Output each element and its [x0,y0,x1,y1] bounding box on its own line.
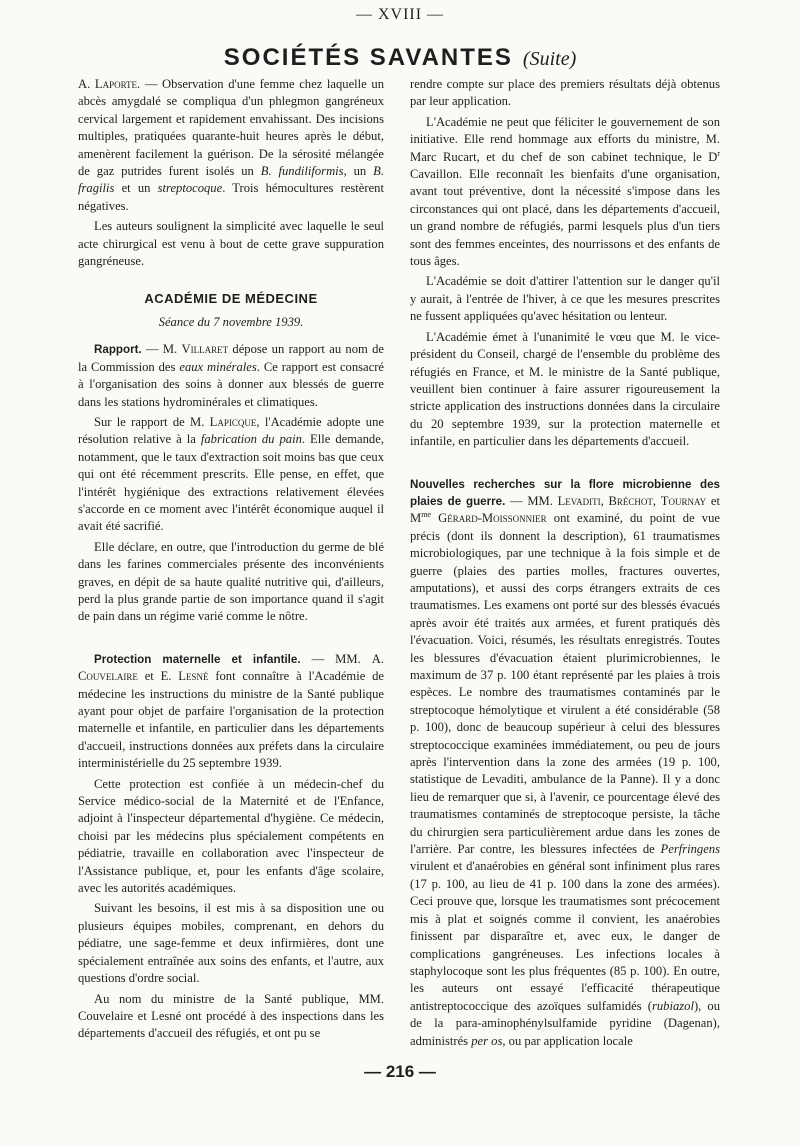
laporte-text: — Observation d'une femme chez laquelle un abcès amygdalé se compliqua d'un phlegmon gangréneux cervical largement et rapidement envahissant. Des incisions multiples, pratiquées quarante-huit heures après le début, amenèrent facilement la guérison. De la sérosité mélangée de gaz putrides furent isolés un [78,77,384,179]
author-villaret: Villaret [181,342,229,357]
laporte-paragraph [78,76,384,215]
germ-name: B. fundiliformis [260,164,344,179]
title-suite: (Suite) [522,48,577,70]
rapport-text-end: . Ce rapport est consacré à l'organisation des soins à donner aux blessés de guerre dans les stations hydrominérales et climatiques. [78,359,384,409]
author-levaditi: Levaditi [557,493,601,508]
session-date: Séance du 7 novembre 1939. [158,314,304,329]
superscript: me [421,510,431,520]
author-gerard-moissonnier: Gérard-Moissonnier [430,511,547,526]
spacer [78,629,384,651]
voeu-paragraph: L'Académie émet à l'unanimité le vœu que M. le vice-président du Conseil, chargé de l'ensemble du problème des réfugiés en France, et M. le ministre de la Santé publique, veuillent bien continuer à faire assurer rigoureusement la stricte application des instructions données dans la circulaire du 20 septembre 1939, sur la protection maternelle et infantile, en particulier dans les départements d'accueil. [410,329,720,449]
laporte-conclusion: Les auteurs soulignent la simplicité avec laquelle le seul acte chirurgical est venu à bout de cette grave suppuration gangréneuse. [78,219,384,269]
emphasis: per os [471,1033,503,1048]
spacer [410,454,720,476]
gouvernement-paragraph [410,114,720,271]
emphasis: rubiazol [651,998,694,1013]
roman-page-marker: — XVIII — [355,6,445,23]
flore-text: virulent et d'anaérobies en général sont infiniment plus rares (17 p. 100, au lieu de 41 p. 100 dans la zone des armées). Ceci prouve que, lorsque les traumatismes sont précocement mis à plat et soignés comme il convient, les anaérobies finissent par disparaître et, avec eux, le danger de complications gangréneuses. Les infections locales à staphylocoque sont les plus fréquentes (85 p. 100). En outre, les auteurs ont essayé l'efficacité thérapeutique antistreptococcique des azoïques sulfamidés ( [410,859,720,1013]
emphasis: fabrication du pain [200,432,302,447]
emphasis: Perfringens [660,842,720,857]
protection-text: font connaître à l'Académie de médecine les instructions du ministre de la Santé publique ayant pour objet de parfaire l'organisation de la protection maternelle et infantile, en particulier dans les départements d'accueil, instructions données aux préfets dans la circulaire interministérielle du 25 septembre 1939. [78,669,385,771]
protection-heading: Protection maternelle et infantile. [94,652,301,666]
dash: — MM. [505,493,558,508]
author-tournay: Tournay [660,493,707,508]
comma: , [600,493,609,508]
dash: — MM. [300,651,372,666]
flore-text: ), ou de la para-aminophénylsulfamide pyridine (Dagenan), administrés [410,998,720,1048]
conjunction: et M [410,493,720,526]
continuation-paragraph: rendre compte sur place des premiers résultats déjà obtenus par leur application. [410,77,720,109]
protection-paragraph-3: Suivant les besoins, il est mis à sa disposition une ou plusieurs équipes mobiles, comprenant, en dehors du pédiatre, une sage-femme et deux infirmières, dont une spécialement entraînée aux soins des enfants, et l'autre, aux questions d'ordre social. [78,901,384,986]
flore-text: ont examiné, du point de vue précis (dont ils donnent la description), 61 traumatismes microbiologiques, par une technique à la fois simple et de guerre (plaies des parties molles, fractures ouvertes, amputations), et aussi des corps étrangers extraits de ces traumatismes. Les examens ont porté sur des blessés évacués après avoir été traités aux armées, et furent pratiqués dès l'évacuation. Voici, résumés, les résultats enregistrés. Toutes les blessures d'évacuation étaient plurimicrobiennes, le maximum de 37 p. 100 étant représenté par les plaies à trois espèces. Le nombre des traumatismes contaminés par le streptocoque hémolytique et virulent a été considérable (58 p. 100), donc de beaucoup supérieur à celui des blessures streptococcique examinées immédiatement, ou peu de jours après l'intervention dans la zone des armées (19 p. 100, statistique de Levaditi, ambulance de la Panne). Il y a donc lieu de remarquer que si, à l'avenir, ce pourcentage élevé des traumatismes contaminés de streptocoque persiste, la tâche du chirurgien sera particulièrement ardue dans les zones de l'arrière. Par contre, les blessures infectées de [410,511,720,857]
author-lesne: E. Lesné [160,669,209,684]
hiver-paragraph: L'Académie se doit d'attirer l'attention sur le danger qu'il y aurait, à l'entrée de l'hiver, à ce que les mesures prescrites ne fussent appliquées qu'avec hésitation ou lenteur. [410,274,720,324]
conjunction: et [137,669,161,684]
dash: — M. [141,342,182,357]
rapport-text: dépose un rapport au nom de la Commission des [78,342,384,374]
protection-paragraph-4: Au nom du ministre de la Santé publique, MM. Couvelaire et Lesné ont procédé à des inspections dans les départements d'accueil des réfugiés, et ont pu se [78,991,384,1041]
gouvernement-text-end: Cavaillon. Elle reconnaît les bienfaits d'une organisation, avant tout préventive, dont la nécessité s'impose dans les circonstances qui ont placé, dans les départements d'accueil, un grand nombre de réfugiés, parmi lesquels plus d'un tiers sont des femmes enceintes, des nourrissons et des enfants de tous âges. [410,167,720,269]
lapicque-text: , l'Académie adopte une résolution relative à la [78,414,384,447]
rapport-heading: Rapport. [94,343,142,357]
lapicque-text: Sur le rapport de M. [94,414,210,429]
right-column [410,76,720,1053]
rapport-paragraph [78,341,384,411]
ble-paragraph: Elle déclare, en outre, que l'introduction du germe de blé dans les farines commerciales présente des inconvénients graves, en dépit de sa haute qualité nutritive qui, d'ailleurs, perd la plus grande partie de son importance quand il s'agit de pain dans un régime varié comme le nôtre. [78,539,384,624]
author-lapicque: Lapicque [209,414,257,429]
gouvernement-text: L'Académie ne peut que féliciter le gouvernement de son initiative. Elle rend hommage aux efforts du ministre, M. Marc Rucart, et du chef de son cabinet technique, le D [410,114,720,164]
section-title [0,44,800,72]
comma: , [652,493,661,508]
superscript: r [717,148,720,158]
left-column [78,76,384,1046]
author-couvelaire: A. Couvelaire [78,651,384,684]
flore-text-end: , ou par application locale [502,1033,633,1048]
lapicque-paragraph [78,414,384,536]
author-brechot: Bréchot [608,493,653,508]
separator: , un [343,164,374,179]
flore-heading: Nouvelles recherches sur la flore microbienne des plaies de guerre. [410,477,720,508]
author-laporte: A. Laporte. [78,77,141,91]
title-main: SOCIÉTÉS SAVANTES [223,44,513,71]
germ-name: streptocoque [157,181,223,196]
protection-paragraph [78,651,384,773]
laporte-text-end: . Trois hémocultures restèrent négatives. [78,181,384,213]
academie-heading: ACADÉMIE DE MÉDECINE [144,291,318,307]
germ-name: B. fragilis [78,164,384,196]
protection-paragraph-2: Cette protection est confiée à un médecin-chef du Service médico-social de la Maternité et de l'Enfance, adjoint à l'inspecteur départemental d'hygiène. Ce médecin, choisi par les médecins plus spécialement compétents en pédiatrie, travaille en collaboration avec l'inspecteur de l'Assistance publique, et, pour les enfants d'âge scolaire, avec les autorités académiques. [78,776,384,896]
lapicque-text-end: . Elle demande, notamment, que le taux d'extraction soit moins bas que ceux qui ont été récemment prescrits. Elle pense, en effet, que l'intérêt hygiénique des extractions relativement élevées s'accorde en ce moment avec l'intérêt économique auquel il avait été sacrifié. [78,432,384,534]
emphasis: eaux minérales [179,359,257,374]
separator: et un [114,181,158,196]
flore-paragraph [410,476,720,1050]
page-number: — 216 — [364,1062,436,1081]
